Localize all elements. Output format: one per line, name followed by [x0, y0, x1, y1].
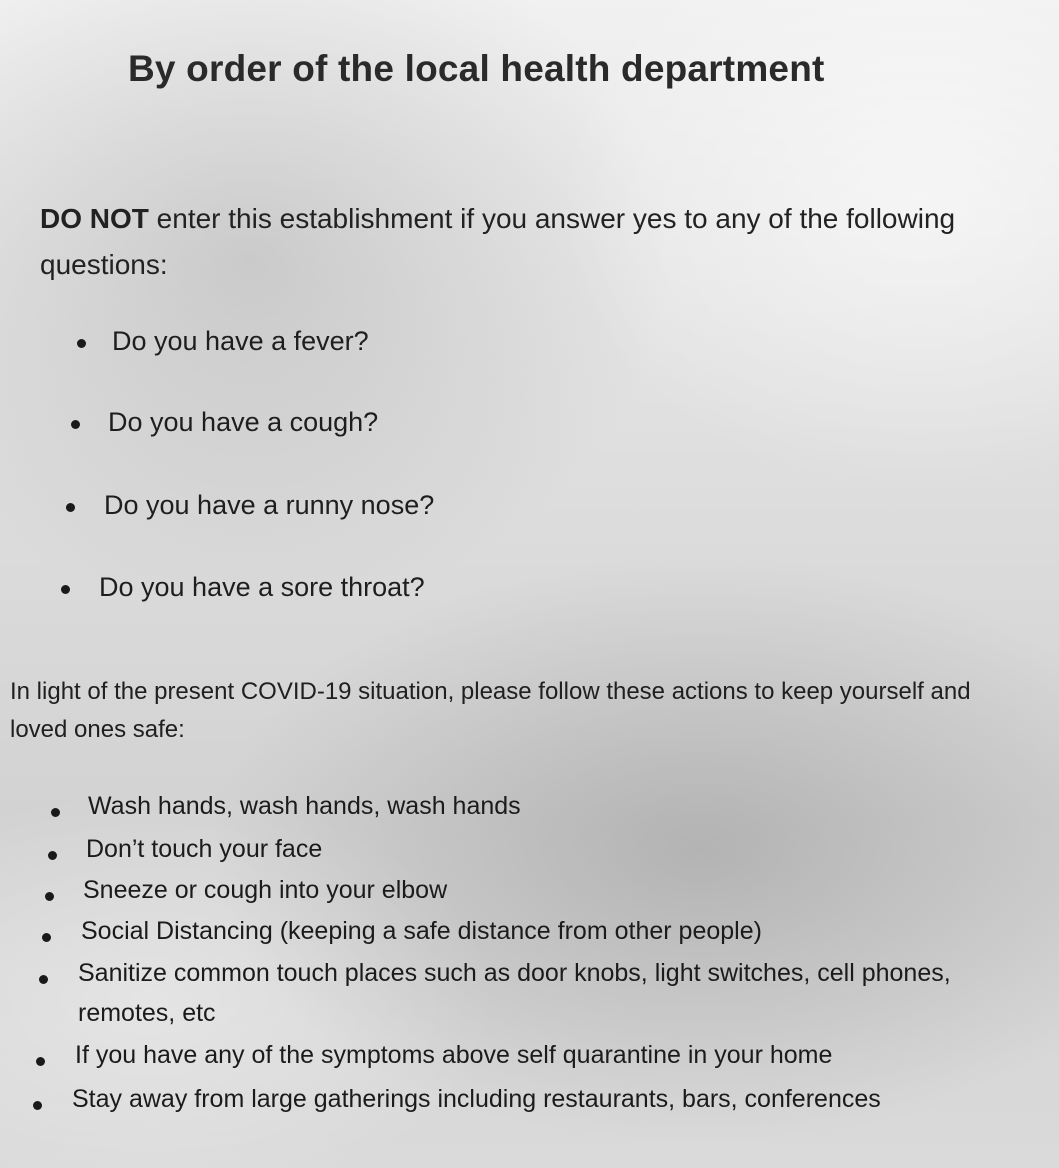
- bullet-icon: [71, 420, 80, 429]
- action-text: Sneeze or cough into your elbow: [83, 876, 448, 904]
- bullet-icon: [45, 892, 54, 901]
- entry-warning-text: enter this establishment if you answer yes to any of the following questions:: [40, 203, 956, 280]
- bullet-icon: [77, 339, 86, 348]
- action-text: Wash hands, wash hands, wash hands: [88, 792, 521, 820]
- bullet-icon: [61, 585, 70, 594]
- bullet-icon: [42, 933, 51, 942]
- notice-title: By order of the local health department: [128, 48, 825, 89]
- action-text: Stay away from large gatherings including restaurants, bars, conferences: [72, 1085, 881, 1113]
- bullet-icon: [33, 1101, 42, 1110]
- action-text: Sanitize common touch places such as door knobs, light switches, cell phones, remotes, etc: [78, 959, 951, 1027]
- question-text: Do you have a runny nose?: [104, 490, 435, 520]
- bullet-icon: [66, 503, 75, 512]
- question-text: Do you have a cough?: [108, 407, 379, 437]
- bullet-icon: [51, 808, 60, 817]
- bullet-icon: [48, 851, 57, 860]
- bullet-icon: [36, 1057, 45, 1066]
- question-text: Do you have a fever?: [112, 326, 369, 356]
- action-text: Social Distancing (keeping a safe distance from other people): [81, 917, 762, 945]
- covid-guidance-intro: In light of the present COVID-19 situation, please follow these actions to keep yourself and loved ones safe:: [10, 678, 971, 743]
- action-text: Don’t touch your face: [86, 835, 323, 863]
- question-text: Do you have a sore throat?: [99, 572, 425, 602]
- bullet-icon: [39, 975, 48, 984]
- entry-warning: [40, 196, 1000, 288]
- action-text: If you have any of the symptoms above self quarantine in your home: [75, 1041, 833, 1069]
- do-not-emphasis: DO NOT: [40, 203, 149, 234]
